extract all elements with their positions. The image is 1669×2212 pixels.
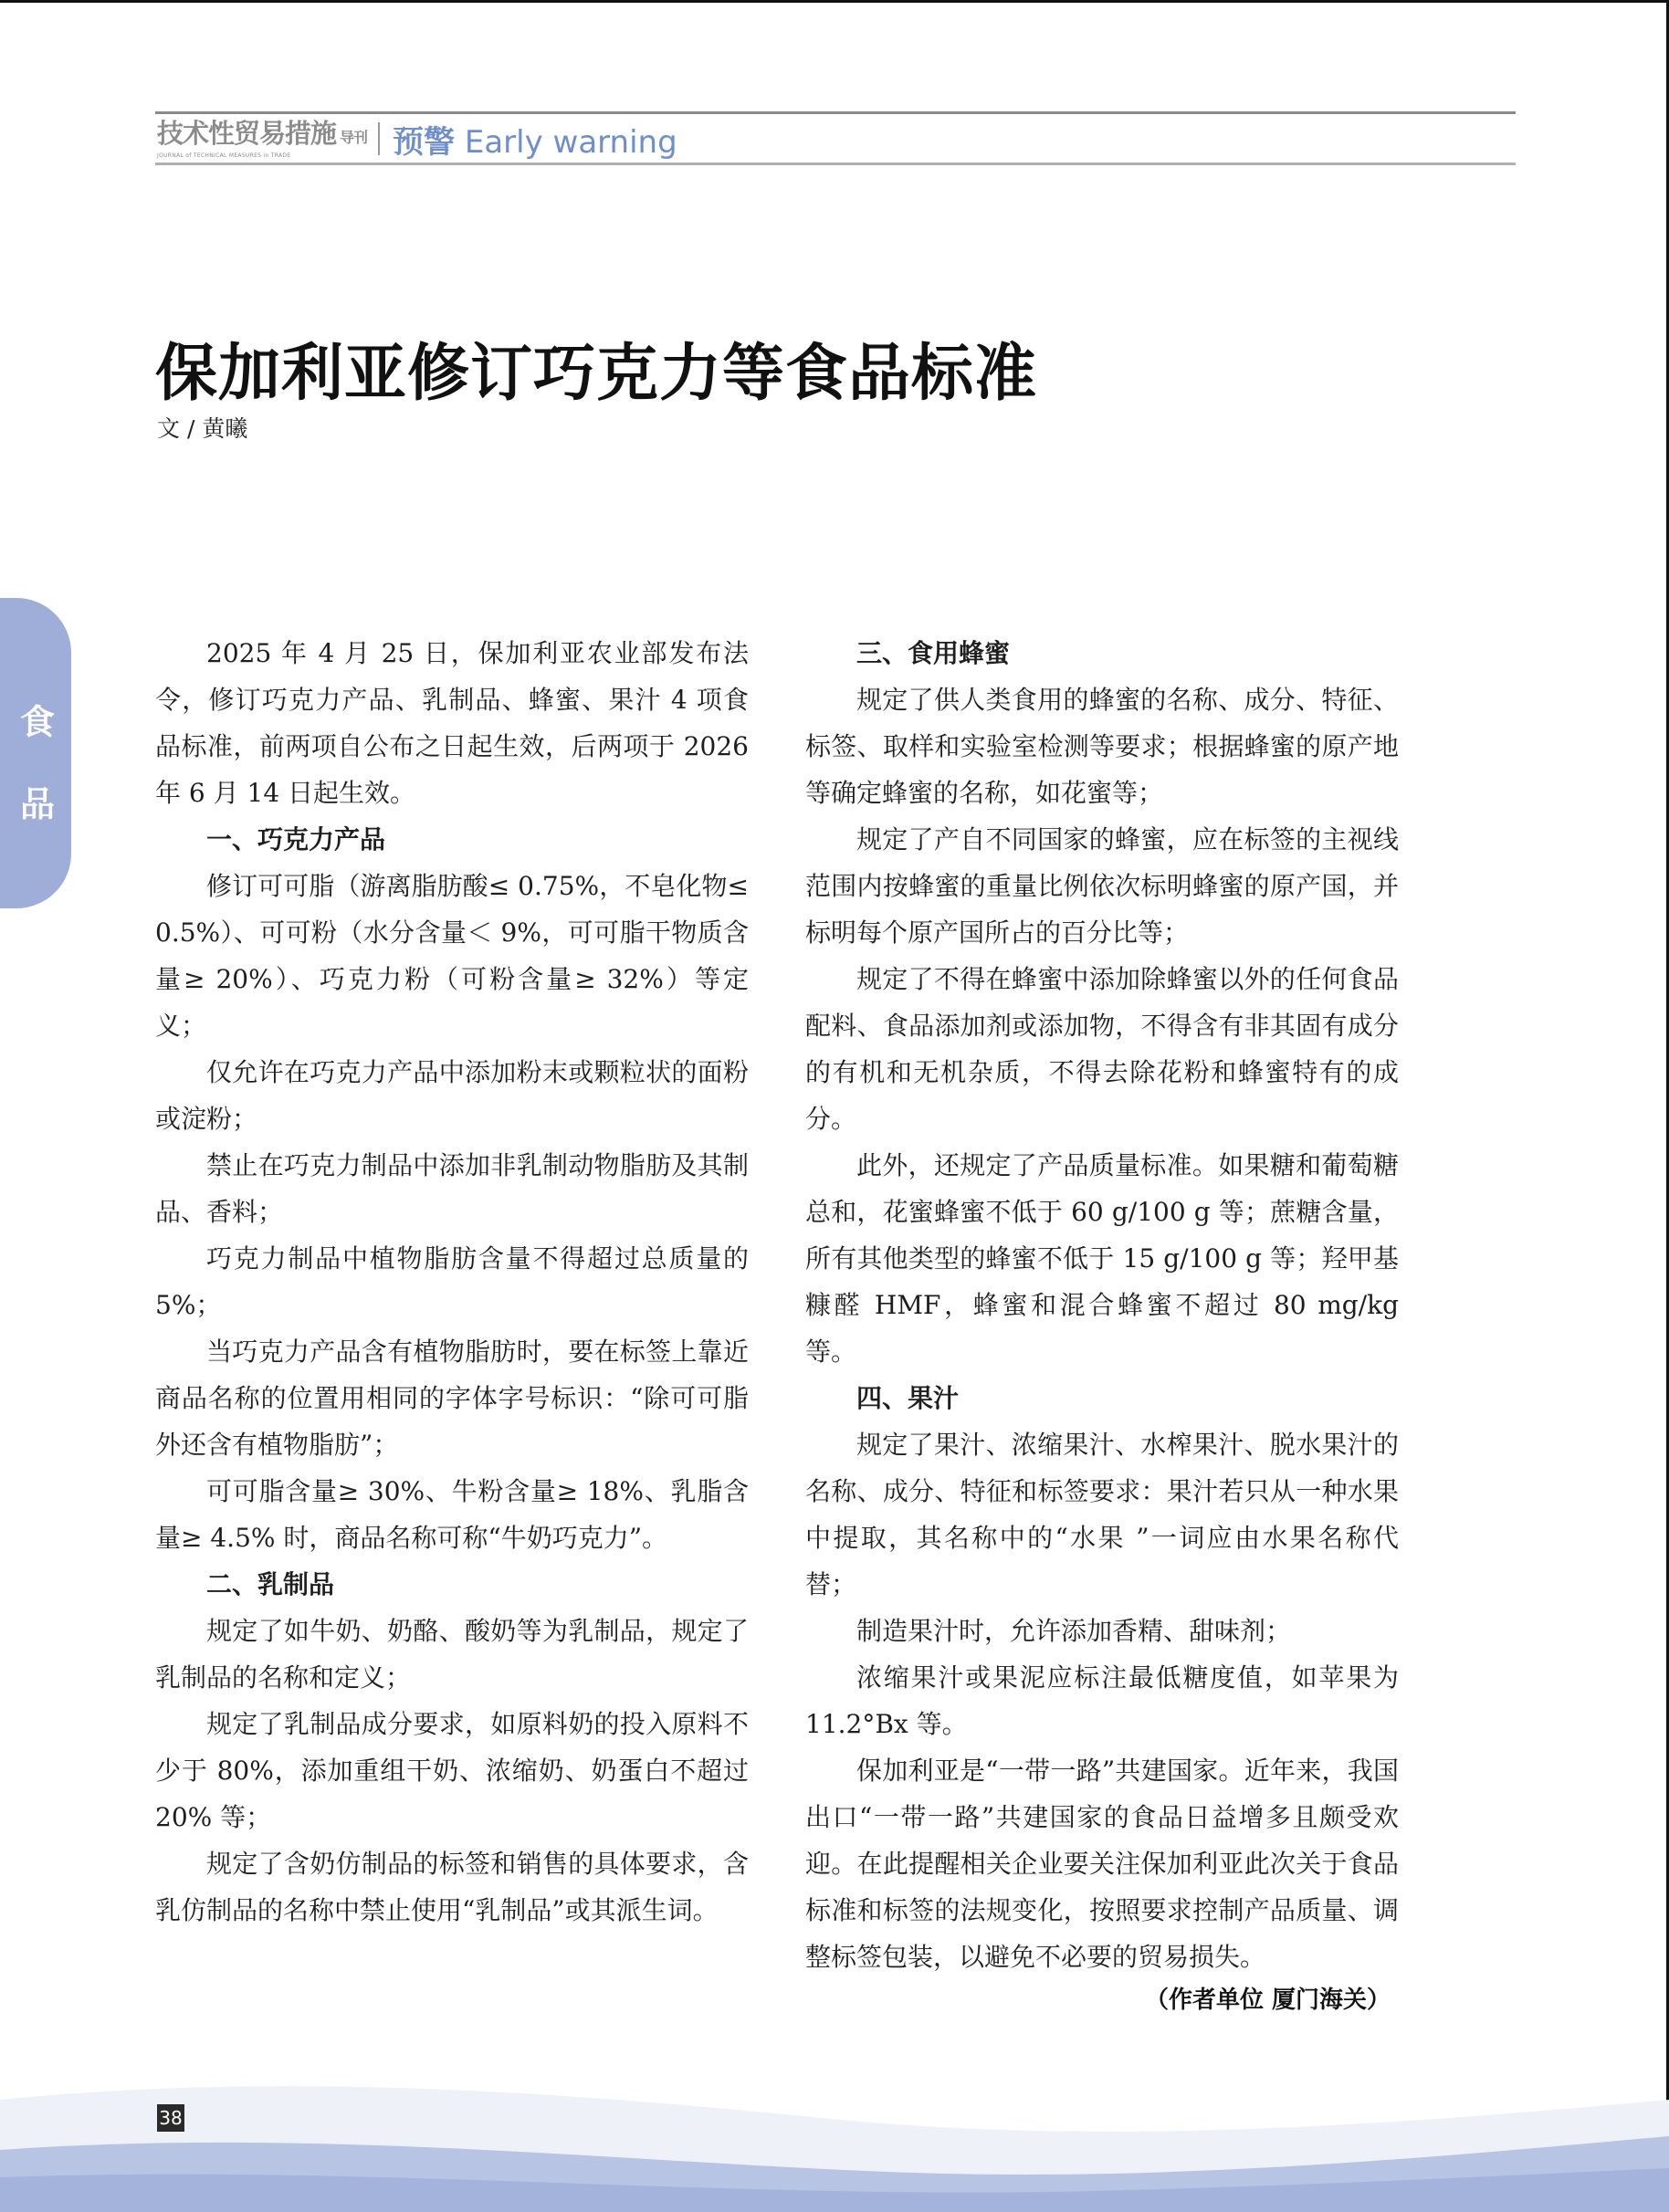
footer-wave-decoration (0, 2063, 1669, 2212)
article-title: 保加利亚修订巧克力等食品标准 (155, 338, 1038, 410)
section-label-en: Early warning (464, 123, 677, 161)
section-heading: 四、果汁 (856, 1383, 960, 1413)
body-paragraph: 巧克力制品中植物脂肪含量不得超过总质量的 5%； (155, 1243, 749, 1320)
page-number: 38 (157, 2104, 184, 2132)
running-header (157, 117, 677, 161)
header-divider (378, 122, 380, 155)
body-column-left (155, 630, 749, 1934)
body-column-right (805, 630, 1399, 1980)
body-paragraph: 规定了产自不同国家的蜂蜜，应在标签的主视线范围内按蜂蜜的重量比例依次标明蜂蜜的原产国，并标明每个原产国所占的百分比等； (805, 824, 1399, 948)
page-border-top (0, 0, 1669, 3)
body-paragraph: 保加利亚是“一带一路”共建国家。近年来，我国出口“一带一路”共建国家的食品日益增多且颇受欢迎。在此提醒相关企业要关注保加利亚此次关于食品标准和标签的法规变化，按照要求控制产品质量、调整标签包装，以避免不必要的贸易损失。 (805, 1756, 1399, 1972)
section-label-cn: 预警 (393, 123, 456, 161)
body-paragraph: 制造果汁时，允许添加香精、甜味剂； (856, 1616, 1292, 1646)
journal-name-suffix: 导刊 (340, 128, 368, 146)
body-paragraph: 规定了如牛奶、奶酪、酸奶等为乳制品，规定了乳制品的名称和定义； (155, 1616, 749, 1693)
body-paragraph: 规定了不得在蜂蜜中添加除蜂蜜以外的任何食品配料、食品添加剂或添加物，不得含有非其固有成分的有机和无机杂质，不得去除花粉和蜂蜜特有的成分。 (805, 964, 1399, 1134)
body-paragraph: 规定了含奶仿制品的标签和销售的具体要求，含乳仿制品的名称中禁止使用“乳制品”或其派生词。 (155, 1849, 749, 1925)
header-rule-top (155, 111, 1516, 114)
article-author: 文 / 黄曦 (157, 415, 248, 442)
section-heading: 二、乳制品 (206, 1569, 335, 1599)
side-tab-char-1: 食 (20, 702, 56, 742)
section-label (393, 117, 677, 162)
section-heading: 三、食用蜂蜜 (856, 638, 1011, 668)
body-paragraph: 规定了供人类食用的蜂蜜的名称、成分、特征、标签、取样和实验室检测等要求；根据蜂蜜的原产地等确定蜂蜜的名称，如花蜜等； (805, 685, 1399, 808)
journal-logo (157, 119, 367, 160)
body-paragraph: 仅允许在巧克力产品中添加粉末或颗粒状的面粉或淀粉； (155, 1057, 749, 1134)
body-paragraph: 可可脂含量≥ 30%、牛粉含量≥ 18%、乳脂含量≥ 4.5% 时，商品名称可称“牛奶巧克力”。 (155, 1476, 749, 1553)
journal-name: 技术性贸易措施 (157, 117, 337, 149)
body-paragraph: 此外，还规定了产品质量标准。如果糖和葡萄糖总和，花蜜蜂蜜不低于 60 g/100 g 等；蔗糖含量，所有其他类型的蜂蜜不低于 15 g/100 g 等；羟甲基糠醛 HMF，蜂蜜和混合蜂蜜不超过 80 mg/kg 等。 (805, 1150, 1399, 1367)
body-paragraph: 规定了乳制品成分要求，如原料奶的投入原料不少于 80%，添加重组干奶、浓缩奶、奶蛋白不超过 20% 等； (155, 1709, 749, 1832)
category-side-tab (0, 598, 71, 908)
section-heading: 一、巧克力产品 (206, 824, 386, 854)
body-paragraph: 禁止在巧克力制品中添加非乳制动物脂肪及其制品、香料； (155, 1150, 749, 1227)
header-rule-bottom (155, 162, 1516, 165)
side-tab-char-2: 品 (20, 784, 56, 824)
body-paragraph: 当巧克力产品含有植物脂肪时，要在标签上靠近商品名称的位置用相同的字体字号标识：“除可可脂外还含有植物脂肪”； (155, 1337, 749, 1460)
body-paragraph: 修订可可脂（游离脂肪酸≤ 0.75%，不皂化物≤ 0.5%）、可可粉（水分含量＜ 9%，可可脂干物质含量≥ 20%）、巧克力粉（可粉含量≥ 32%）等定义； (155, 871, 749, 1041)
author-affiliation: （作者单位 厦门海关） (1144, 1987, 1391, 2014)
body-paragraph: 规定了果汁、浓缩果汁、水榨果汁、脱水果汁的名称、成分、特征和标签要求：果汁若只从一种水果中提取，其名称中的“水果 ”一词应由水果名称代替； (805, 1430, 1399, 1599)
body-paragraph: 2025 年 4 月 25 日，保加利亚农业部发布法令，修订巧克力产品、乳制品、蜂蜜、果汁 4 项食品标准，前两项自公布之日起生效，后两项于 2026 年 6 月 14 日起生效。 (155, 638, 749, 808)
body-paragraph: 浓缩果汁或果泥应标注最低糖度值，如苹果为 11.2°Bx 等。 (805, 1662, 1399, 1739)
journal-name-en: JOURNAL of TECHNICAL MEASURES in TRADE (157, 152, 291, 159)
